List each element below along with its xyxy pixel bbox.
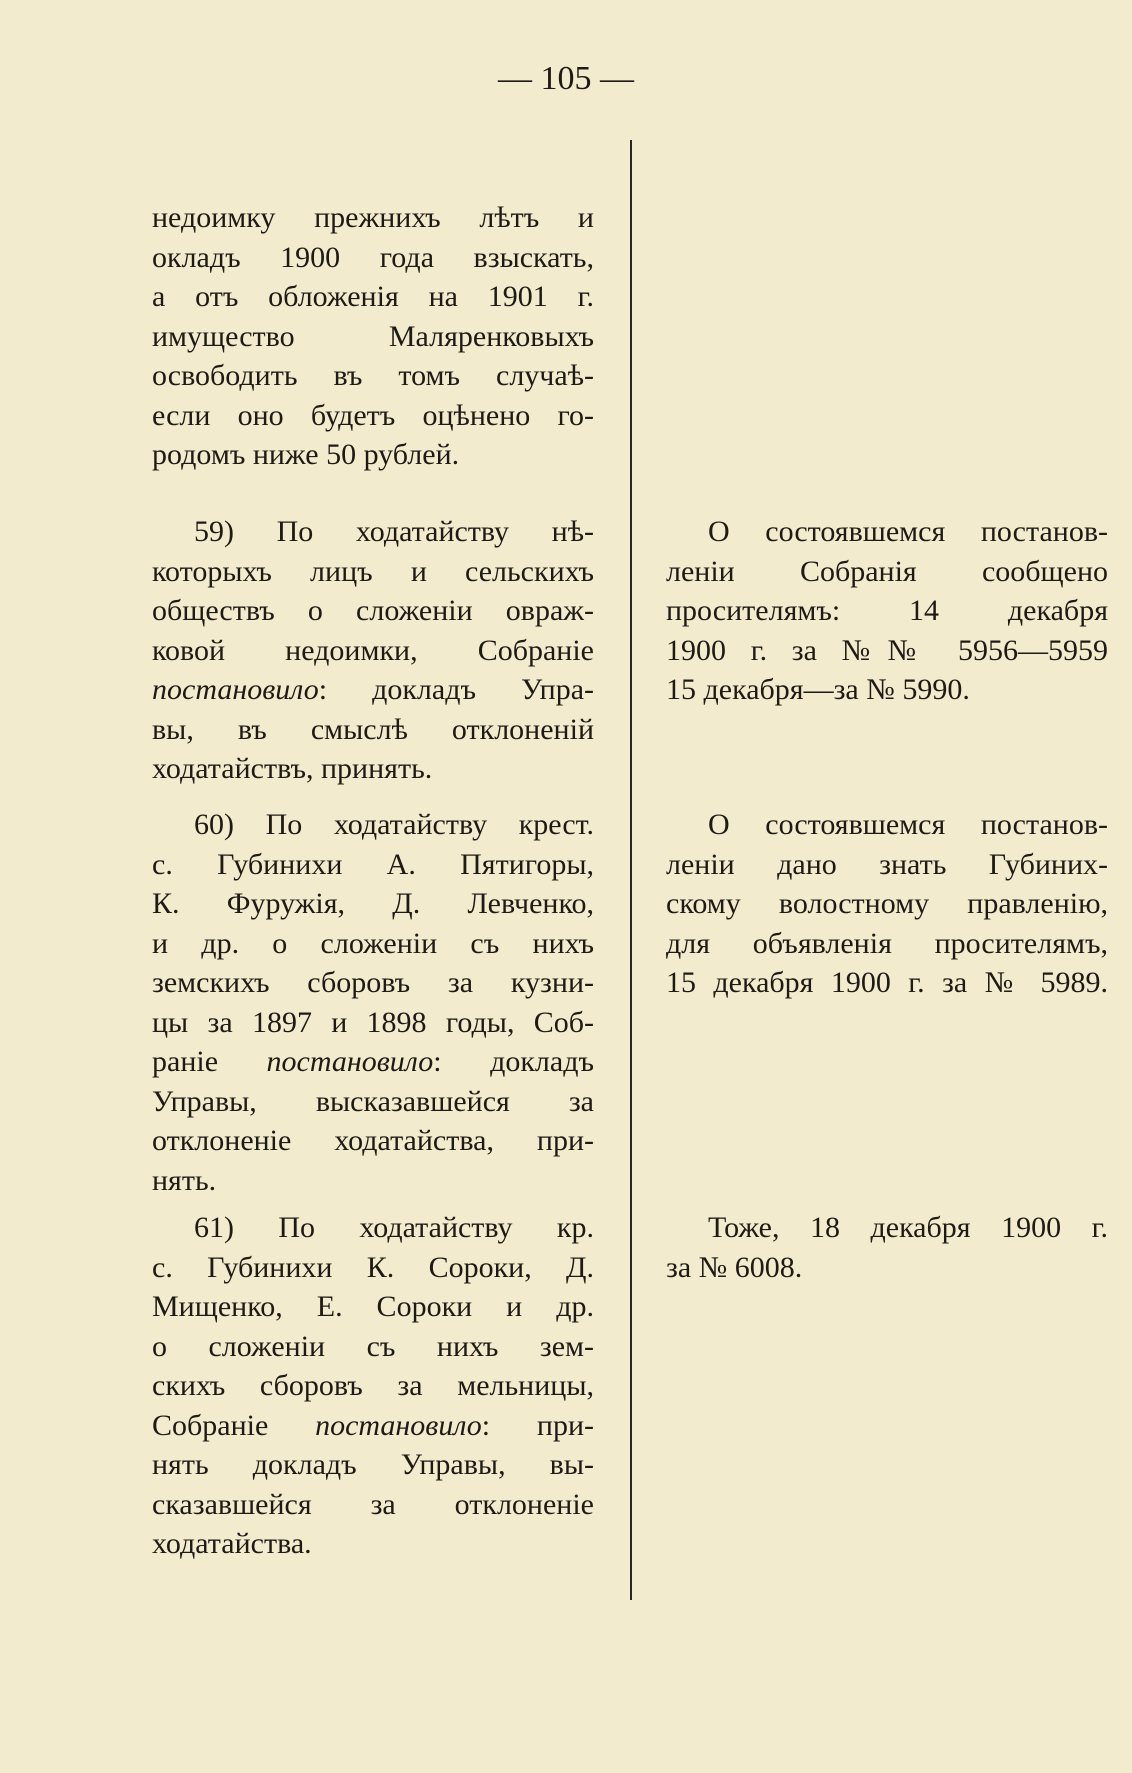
text-line: с. Губинихи К. Сороки, Д. <box>152 1250 594 1284</box>
text-line: отклоненіе ходатайства, при- <box>152 1124 594 1157</box>
text-line: которыхъ лицъ и сельскихъ <box>152 554 594 588</box>
text-span: : докладъ Упра- <box>318 673 594 706</box>
text-line: нять докладъ Управы, вы- <box>152 1448 594 1481</box>
text-line: освободить въ томъ случаѣ- <box>152 359 594 392</box>
text-line <box>152 1042 594 1082</box>
text-line: ходатайствъ, принять. <box>152 752 433 785</box>
text-span: : при- <box>481 1408 594 1442</box>
paragraph-59 <box>152 512 594 789</box>
text-line: скому волостному правленію, <box>666 887 1108 920</box>
text-line: и др. о сложеніи съ нихъ <box>152 926 594 960</box>
text-line: О состоявшемся постанов- <box>708 515 1108 548</box>
text-line: О состоявшемся постанов- <box>708 808 1108 841</box>
text-line: просителямъ: 14 декабря <box>666 594 1108 627</box>
italic-word: постановило <box>315 1408 482 1442</box>
text-line <box>152 670 594 710</box>
text-line: родомъ ниже 50 рублей. <box>152 438 460 471</box>
text-line: за № 6008. <box>666 1250 803 1284</box>
text-line: 59) По ходатайству нѣ- <box>194 515 594 548</box>
text-line: ковой недоимки, Собраніе <box>152 633 594 667</box>
text-line: а отъ обложенія на 1901 г. <box>152 280 594 313</box>
text-line: Управы, высказавшейся за <box>152 1084 594 1118</box>
text-line: имущество Маляренковыхъ <box>152 319 594 353</box>
text-line: для объявленія просителямъ, <box>666 926 1108 960</box>
text-line: Мищенко, Е. Сороки и др. <box>152 1290 594 1323</box>
text-line: цы за 1897 и 1898 годы, Соб- <box>152 1005 594 1039</box>
text-line <box>152 1406 594 1446</box>
paragraph-58-continuation <box>152 198 594 475</box>
paragraph-60 <box>152 805 594 1200</box>
text-line: ходатайства. <box>152 1527 312 1560</box>
text-line: К. Фуружія, Д. Левченко, <box>152 887 594 920</box>
italic-word: постановило <box>266 1045 434 1078</box>
text-line: недоимку прежнихъ лѣтъ и <box>152 201 594 234</box>
text-span: Собраніе <box>152 1408 316 1442</box>
text-line: леніи Собранія сообщено <box>666 554 1108 588</box>
text-line: сказавшейся за отклоненіе <box>152 1487 594 1521</box>
text-line: Тоже, 18 декабря 1900 г. <box>708 1211 1108 1244</box>
note-paragraph-3 <box>666 1208 1108 1287</box>
text-line: если оно будетъ оцѣнено го- <box>152 398 594 432</box>
text-line: 60) По ходатайству крест. <box>194 808 594 841</box>
text-line: земскихъ сборовъ за кузни- <box>152 966 594 999</box>
text-line: скихъ сборовъ за мельницы, <box>152 1369 594 1402</box>
text-line: окладъ 1900 года взыскать, <box>152 240 594 274</box>
text-line: 1900 г. за №№ 5956—5959 <box>666 633 1108 667</box>
text-line: о сложеніи съ нихъ зем- <box>152 1329 594 1363</box>
text-line: 15 декабря—за № 5990. <box>666 673 970 706</box>
text-span: раніе <box>152 1045 267 1078</box>
note-paragraph-2 <box>666 805 1108 1003</box>
text-line: нять. <box>152 1163 217 1197</box>
text-line: 15 декабря 1900 г. за № 5989. <box>666 966 1108 999</box>
column-divider <box>630 140 632 1600</box>
page-number: — 105 — <box>498 60 634 97</box>
text-line: вы, въ смыслѣ отклоненій <box>152 712 594 746</box>
text-line: леніи дано знать Губиних- <box>666 847 1108 881</box>
text-line: 61) По ходатайству кр. <box>194 1211 594 1244</box>
text-line: обществъ о сложеніи овраж- <box>152 594 594 627</box>
note-paragraph-1 <box>666 512 1108 710</box>
paragraph-61 <box>152 1208 594 1564</box>
text-line: с. Губинихи А. Пятигоры, <box>152 847 594 881</box>
italic-word: постановило <box>152 673 319 706</box>
text-span: : докладъ <box>433 1045 594 1078</box>
